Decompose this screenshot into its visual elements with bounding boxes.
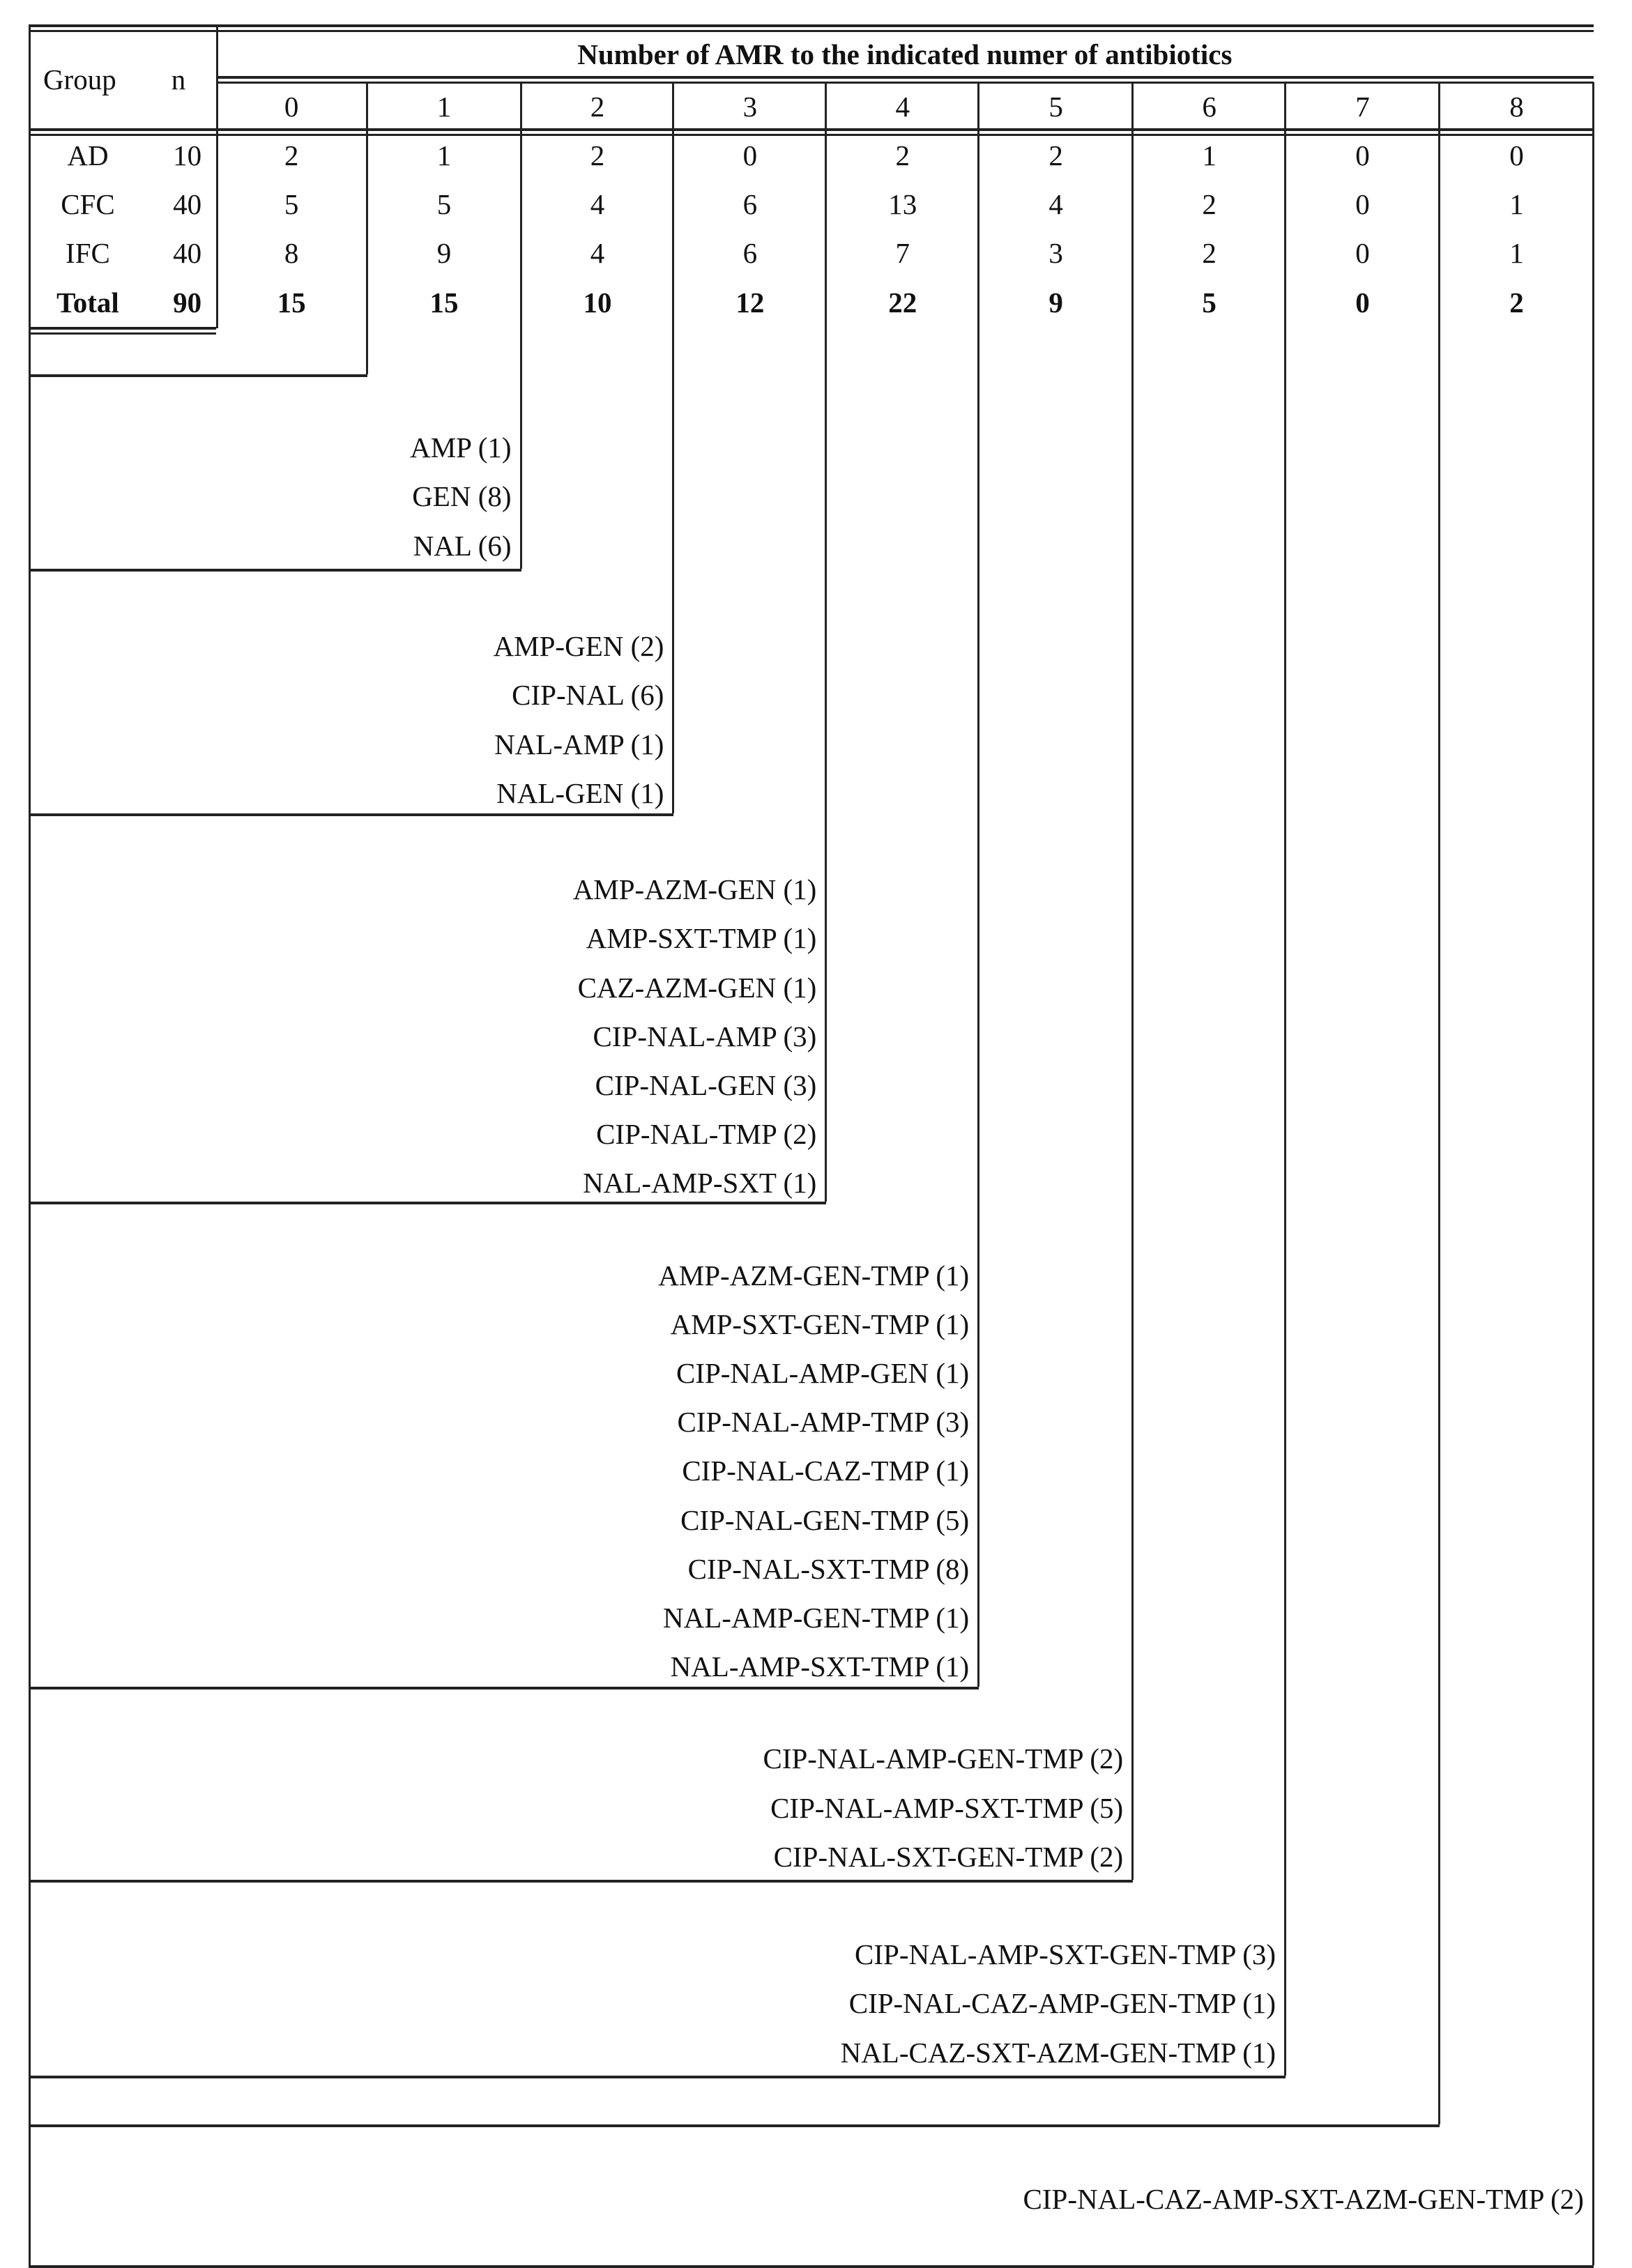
column-border bbox=[1438, 82, 1440, 2124]
resistance-pattern: CIP-NAL-AMP-TMP (3) bbox=[677, 1406, 970, 1439]
column-header: 8 bbox=[1509, 90, 1524, 123]
table-top-rule bbox=[29, 24, 1594, 32]
row-group-label: IFC bbox=[66, 237, 110, 270]
cell-value: 5 bbox=[1202, 286, 1217, 319]
row-group-label: AD bbox=[67, 139, 109, 172]
cell-value: 0 bbox=[742, 139, 758, 172]
column-header: 4 bbox=[895, 90, 910, 123]
cell-value: 6 bbox=[742, 237, 758, 270]
cell-value: 2 bbox=[1509, 286, 1524, 319]
cell-value: 12 bbox=[735, 286, 765, 319]
resistance-pattern: NAL-AMP (1) bbox=[494, 728, 664, 760]
resistance-pattern: CAZ-AZM-GEN (1) bbox=[577, 971, 817, 1004]
resistance-pattern: AMP (1) bbox=[410, 431, 512, 464]
cell-value: 1 bbox=[1202, 139, 1217, 172]
resistance-pattern: CIP-NAL-AMP-SXT-TMP (5) bbox=[770, 1791, 1124, 1824]
cell-value: 22 bbox=[888, 286, 917, 319]
resistance-pattern: CIP-NAL (6) bbox=[512, 679, 664, 712]
column-box-bottom bbox=[29, 1202, 826, 1204]
cell-value: 2 bbox=[284, 139, 299, 172]
resistance-pattern: CIP-NAL-GEN (3) bbox=[595, 1069, 817, 1101]
resistance-pattern: NAL-AMP-GEN-TMP (1) bbox=[662, 1602, 970, 1634]
column-header: 2 bbox=[590, 90, 605, 123]
resistance-pattern: AMP-SXT-TMP (1) bbox=[586, 922, 817, 955]
cell-value: 2 bbox=[590, 139, 605, 172]
cell-value: 0 bbox=[1355, 139, 1370, 172]
cell-value: 15 bbox=[277, 286, 306, 319]
cell-value: 1 bbox=[436, 139, 452, 172]
resistance-pattern: CIP-NAL-AMP-GEN (1) bbox=[676, 1357, 970, 1389]
cell-value: 1 bbox=[1509, 237, 1524, 270]
resistance-pattern: AMP-AZM-GEN-TMP (1) bbox=[658, 1259, 970, 1292]
cell-value: 7 bbox=[895, 237, 910, 270]
cell-value: 5 bbox=[436, 188, 452, 221]
cell-value: 0 bbox=[1355, 188, 1370, 221]
resistance-pattern: CIP-NAL-CAZ-TMP (1) bbox=[682, 1455, 970, 1487]
resistance-pattern: NAL-GEN (1) bbox=[496, 776, 664, 809]
resistance-pattern: CIP-NAL-GEN-TMP (5) bbox=[680, 1503, 970, 1536]
resistance-pattern: CIP-NAL-AMP (3) bbox=[593, 1020, 817, 1052]
cell-value: 0 bbox=[1509, 139, 1524, 172]
column-header: 7 bbox=[1355, 90, 1370, 123]
cell-value: 13 bbox=[888, 188, 917, 221]
row-group-label: Total bbox=[56, 286, 119, 319]
resistance-pattern: CIP-NAL-SXT-GEN-TMP (2) bbox=[773, 1840, 1124, 1873]
resistance-pattern: NAL-AMP-SXT-TMP (1) bbox=[670, 1650, 970, 1683]
cell-value: 10 bbox=[583, 286, 612, 319]
resistance-pattern: CIP-NAL-CAZ-AMP-GEN-TMP (1) bbox=[848, 1987, 1276, 2020]
resistance-pattern: GEN (8) bbox=[412, 480, 512, 513]
resistance-pattern: AMP-GEN (2) bbox=[493, 630, 664, 663]
cell-value: 5 bbox=[284, 188, 299, 221]
cell-value: 3 bbox=[1048, 237, 1063, 270]
group-header: Group bbox=[43, 63, 116, 95]
resistance-pattern: CIP-NAL-AMP-GEN-TMP (2) bbox=[763, 1742, 1124, 1775]
cell-value: 2 bbox=[1202, 188, 1217, 221]
column-box-bottom bbox=[29, 569, 521, 572]
total-rule bbox=[29, 327, 215, 335]
column-box-bottom bbox=[29, 374, 367, 377]
resistance-pattern: CIP-NAL-TMP (2) bbox=[596, 1118, 817, 1151]
cell-value: 2 bbox=[1048, 139, 1063, 172]
column-border bbox=[1131, 82, 1134, 1880]
cell-value: 0 bbox=[1355, 286, 1370, 319]
table-title: Number of AMR to the indicated numer of antibiotics bbox=[577, 38, 1233, 71]
resistance-pattern: AMP-AZM-GEN (1) bbox=[572, 873, 817, 906]
column-box-bottom bbox=[29, 1687, 979, 1689]
column-header: 3 bbox=[742, 90, 758, 123]
row-group-label: CFC bbox=[61, 188, 115, 221]
column-box-bottom bbox=[29, 813, 673, 816]
column-border bbox=[1284, 82, 1286, 2076]
column-border bbox=[1592, 82, 1594, 2266]
cell-value: 4 bbox=[590, 188, 605, 221]
resistance-pattern: AMP-SXT-GEN-TMP (1) bbox=[670, 1308, 970, 1340]
resistance-pattern: NAL-CAZ-SXT-AZM-GEN-TMP (1) bbox=[840, 2036, 1276, 2069]
resistance-pattern: CIP-NAL-AMP-SXT-GEN-TMP (3) bbox=[855, 1938, 1276, 1971]
cell-value: 6 bbox=[742, 188, 758, 221]
column-header: 1 bbox=[436, 90, 452, 123]
column-box-bottom bbox=[29, 2265, 1594, 2268]
resistance-pattern: CIP-NAL-CAZ-AMP-SXT-AZM-GEN-TMP (2) bbox=[1023, 2183, 1584, 2216]
cell-value: 4 bbox=[1048, 188, 1063, 221]
cell-value: 8 bbox=[284, 237, 299, 270]
cell-value: 9 bbox=[436, 237, 452, 270]
row-n-value: 40 bbox=[173, 188, 202, 221]
cell-value: 9 bbox=[1048, 286, 1063, 319]
cell-value: 1 bbox=[1509, 188, 1524, 221]
column-box-bottom bbox=[29, 2124, 1440, 2127]
row-n-value: 40 bbox=[173, 237, 202, 270]
title-rule bbox=[216, 76, 1594, 84]
cell-value: 2 bbox=[895, 139, 910, 172]
resistance-pattern: NAL-AMP-SXT (1) bbox=[583, 1167, 817, 1200]
cell-value: 15 bbox=[429, 286, 459, 319]
column-box-bottom bbox=[29, 2076, 1286, 2078]
column-header: 5 bbox=[1048, 90, 1063, 123]
column-border bbox=[366, 82, 368, 374]
column-header: 6 bbox=[1202, 90, 1217, 123]
n-header: n bbox=[171, 63, 186, 95]
column-header: 0 bbox=[284, 90, 299, 123]
cell-value: 4 bbox=[590, 237, 605, 270]
column-box-bottom bbox=[29, 1880, 1133, 1883]
column-border bbox=[977, 82, 979, 1687]
row-n-value: 90 bbox=[173, 286, 202, 319]
resistance-pattern: CIP-NAL-SXT-TMP (8) bbox=[687, 1552, 970, 1585]
cell-value: 2 bbox=[1202, 237, 1217, 270]
resistance-pattern: NAL (6) bbox=[413, 529, 512, 562]
cell-value: 0 bbox=[1355, 237, 1370, 270]
header-rule bbox=[29, 128, 1594, 136]
row-n-value: 10 bbox=[173, 139, 202, 172]
